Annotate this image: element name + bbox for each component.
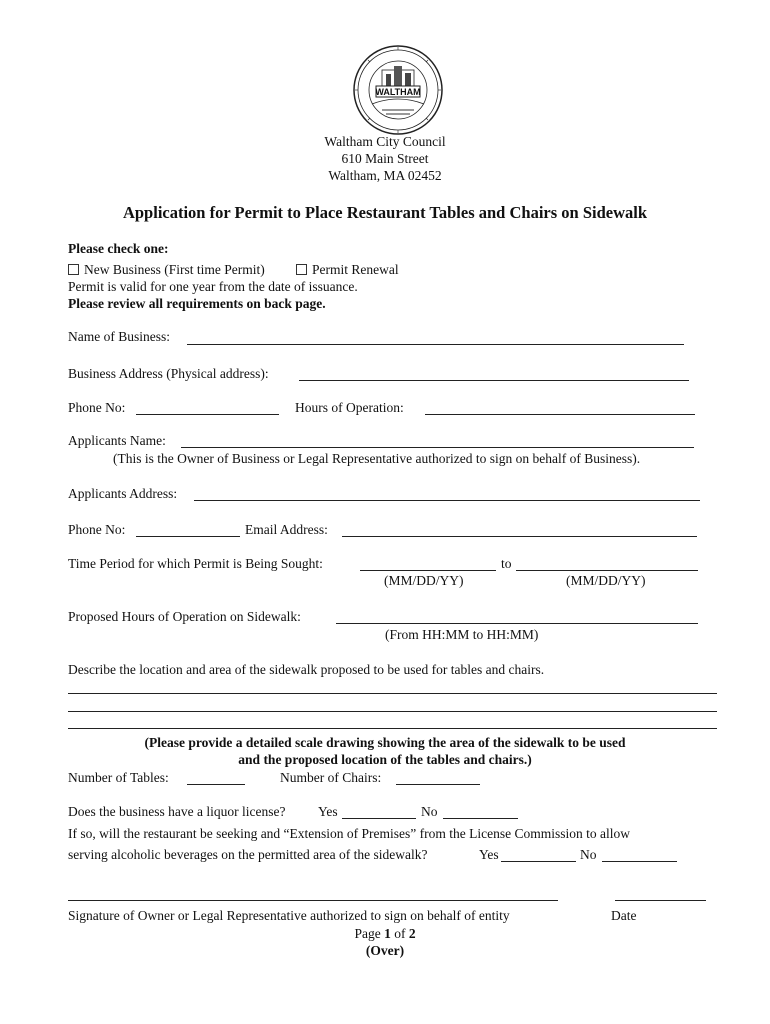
end-date-format: (MM/DD/YY)	[566, 573, 646, 588]
describe-line-1[interactable]	[68, 693, 717, 694]
hours-label: Hours of Operation:	[295, 400, 404, 415]
new-business-checkbox[interactable]	[68, 264, 79, 275]
time-period-label: Time Period for which Permit is Being Sought:	[68, 556, 323, 571]
signature-field[interactable]	[68, 900, 558, 901]
describe-line-2[interactable]	[68, 711, 717, 712]
num-chairs-field[interactable]	[396, 784, 480, 785]
applicant-address-field[interactable]	[194, 500, 700, 501]
page-number	[0, 926, 770, 942]
applicant-name-field[interactable]	[181, 447, 694, 448]
proposed-hours-label: Proposed Hours of Operation on Sidewalk:	[68, 609, 301, 624]
extension-no-label: No	[580, 847, 597, 862]
council-street: 610 Main Street	[341, 151, 429, 166]
phone-label: Phone No:	[68, 400, 126, 415]
page-of: of	[394, 926, 406, 941]
extension-yes-field[interactable]	[501, 861, 576, 862]
review-text: Please review all requirements on back page.	[68, 296, 326, 311]
liquor-yes-label: Yes	[318, 804, 338, 819]
page-current: 1	[384, 926, 391, 941]
over-note: (Over)	[365, 943, 405, 958]
applicant-name-label: Applicants Name:	[68, 433, 166, 448]
council-name: Waltham City Council	[324, 134, 446, 149]
drawing-note-1: (Please provide a detailed scale drawing showing the area of the sidewalk to be used	[144, 735, 626, 750]
applicant-address-label: Applicants Address:	[68, 486, 178, 501]
liquor-question: Does the business have a liquor license?	[68, 804, 286, 819]
date-label: Date	[611, 908, 637, 923]
extension-question-1: If so, will the restaurant be seeking and “Extension of Premises” from the License Commission to allow	[68, 826, 630, 841]
extension-no-field[interactable]	[602, 861, 677, 862]
extension-yes-label: Yes	[479, 847, 499, 862]
start-date-field[interactable]	[360, 570, 496, 571]
phone2-label: Phone No:	[68, 522, 126, 537]
page-prefix: Page	[354, 926, 381, 941]
extension-question-2: serving alcoholic beverages on the permitted area of the sidewalk?	[68, 847, 428, 862]
signature-label: Signature of Owner or Legal Representative authorized to sign on behalf of entity	[68, 908, 510, 923]
describe-label: Describe the location and area of the sidewalk proposed to be used for tables and chairs.	[68, 662, 545, 677]
new-business-label: New Business (First time Permit)	[84, 262, 265, 277]
num-tables-field[interactable]	[187, 784, 245, 785]
email-label: Email Address:	[245, 522, 328, 537]
drawing-note-2: and the proposed location of the tables and chairs.)	[238, 752, 532, 767]
applicant-note: (This is the Owner of Business or Legal Representative authorized to sign on behalf of Business).	[113, 451, 641, 466]
proposed-hours-field[interactable]	[336, 623, 698, 624]
email-field[interactable]	[342, 536, 697, 537]
council-city: Waltham, MA 02452	[328, 168, 442, 183]
hours-format: (From HH:MM to HH:MM)	[385, 627, 539, 642]
hours-field[interactable]	[425, 414, 695, 415]
liquor-no-field[interactable]	[443, 818, 518, 819]
num-tables-label: Number of Tables:	[68, 770, 169, 785]
renewal-label: Permit Renewal	[312, 262, 399, 277]
start-date-format: (MM/DD/YY)	[384, 573, 464, 588]
business-address-label: Business Address (Physical address):	[68, 366, 269, 381]
business-name-field[interactable]	[187, 344, 684, 345]
date-field[interactable]	[615, 900, 706, 901]
phone-field[interactable]	[136, 414, 279, 415]
describe-line-3[interactable]	[68, 728, 717, 729]
check-heading: Please check one:	[68, 241, 169, 256]
renewal-checkbox[interactable]	[296, 264, 307, 275]
phone2-field[interactable]	[136, 536, 240, 537]
liquor-no-label: No	[421, 804, 438, 819]
city-seal-logo	[352, 44, 444, 136]
seal-text: WALTHAM	[375, 87, 421, 97]
liquor-yes-field[interactable]	[342, 818, 416, 819]
page-total: 2	[408, 926, 416, 941]
renewal-option[interactable]	[296, 262, 399, 278]
num-chairs-label: Number of Chairs:	[280, 770, 382, 785]
to-label: to	[501, 556, 512, 571]
new-business-option[interactable]	[68, 262, 265, 278]
validity-text: Permit is valid for one year from the date of issuance.	[68, 279, 358, 294]
end-date-field[interactable]	[516, 570, 698, 571]
page-title: Application for Permit to Place Restaurant Tables and Chairs on Sidewalk	[122, 203, 648, 222]
business-name-label: Name of Business:	[68, 329, 170, 344]
business-address-field[interactable]	[299, 380, 689, 381]
